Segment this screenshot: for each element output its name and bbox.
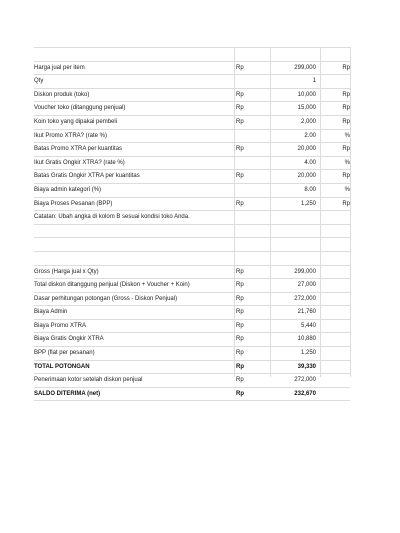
- table-row: [34, 332, 350, 346]
- value-cell[interactable]: 299,000: [294, 268, 316, 275]
- row-label[interactable]: Diskon produk (toko): [34, 91, 90, 98]
- currency-cell[interactable]: Rp: [236, 146, 244, 153]
- currency-cell[interactable]: Rp: [236, 118, 244, 125]
- value-cell[interactable]: 1,250: [300, 350, 316, 357]
- row-label[interactable]: Ikut Gratis Ongkir XTRA? (rate %): [34, 159, 125, 166]
- value-cell[interactable]: 8.00: [304, 186, 316, 193]
- row-label[interactable]: Voucher toko (ditanggung penjual): [34, 105, 126, 112]
- table-row: [34, 265, 350, 279]
- value-cell[interactable]: 21,760: [297, 309, 316, 316]
- row-label[interactable]: Qty: [34, 78, 44, 85]
- unit-cell[interactable]: Rp: [342, 146, 350, 153]
- currency-cell[interactable]: Rp: [236, 282, 244, 289]
- table-row: [34, 197, 350, 211]
- currency-cell[interactable]: Rp: [236, 363, 244, 370]
- value-cell[interactable]: 39,330: [297, 363, 316, 370]
- row-label[interactable]: Biaya admin kategori (%): [34, 186, 102, 193]
- value-cell[interactable]: 299,000: [294, 64, 316, 71]
- currency-cell[interactable]: Rp: [236, 173, 244, 180]
- row-label[interactable]: BPP (flat per pesanan): [34, 350, 95, 357]
- unit-cell[interactable]: %: [344, 132, 350, 139]
- grid-line: [350, 47, 351, 377]
- row-label[interactable]: Penerimaan kotor setelah diskon penjual: [34, 377, 143, 384]
- value-cell[interactable]: 10,880: [297, 336, 316, 343]
- table-row: [34, 88, 350, 102]
- row-label[interactable]: Biaya Admin: [34, 309, 68, 316]
- row-label[interactable]: Gross (Harga jual x Qty): [34, 268, 99, 275]
- empty-row: [34, 251, 350, 265]
- row-label[interactable]: SALDO DITERIMA (net): [34, 390, 101, 397]
- row-label[interactable]: TOTAL POTONGAN: [34, 363, 90, 370]
- input-section: [34, 61, 350, 211]
- spreadsheet: [34, 47, 350, 401]
- value-cell[interactable]: 232,670: [294, 390, 316, 397]
- currency-cell[interactable]: Rp: [236, 91, 244, 98]
- value-cell[interactable]: 20,000: [297, 173, 316, 180]
- value-cell[interactable]: 2.00: [304, 132, 316, 139]
- currency-cell[interactable]: [236, 130, 266, 143]
- table-row: [34, 183, 350, 197]
- note-text: Catatan: Ubah angka di kolom B sesuai kondisi toko Anda.: [34, 214, 190, 221]
- unit-cell[interactable]: %: [344, 186, 350, 193]
- table-row: [34, 115, 350, 129]
- value-cell[interactable]: 27,000: [297, 282, 316, 289]
- table-row: [34, 360, 350, 374]
- currency-cell[interactable]: Rp: [236, 322, 244, 329]
- currency-cell[interactable]: Rp: [236, 64, 244, 71]
- row-label[interactable]: Biaya Promo XTRA: [34, 322, 87, 329]
- value-cell[interactable]: 1: [312, 78, 316, 85]
- currency-cell[interactable]: Rp: [236, 200, 244, 207]
- row-label[interactable]: Biaya Proses Pesanan (BPP): [34, 200, 113, 207]
- currency-cell[interactable]: Rp: [236, 350, 244, 357]
- row-label[interactable]: Batas Gratis Ongkir XTRA per kuantitas: [34, 173, 140, 180]
- table-row: [34, 373, 350, 387]
- empty-row: [34, 47, 350, 61]
- table-row: [34, 74, 350, 88]
- table-row: [34, 142, 350, 156]
- value-cell[interactable]: 272,000: [294, 377, 316, 384]
- value-cell[interactable]: 20,000: [297, 146, 316, 153]
- currency-cell[interactable]: Rp: [236, 295, 244, 302]
- unit-cell[interactable]: Rp: [342, 105, 350, 112]
- currency-cell[interactable]: Rp: [236, 390, 244, 397]
- currency-cell[interactable]: [236, 157, 266, 170]
- table-row: [34, 156, 350, 170]
- value-cell[interactable]: 272,000: [294, 295, 316, 302]
- table-row: [34, 387, 350, 402]
- table-row: [34, 101, 350, 115]
- currency-cell[interactable]: Rp: [236, 377, 244, 384]
- currency-cell[interactable]: [236, 184, 266, 197]
- value-cell[interactable]: 10,000: [297, 91, 316, 98]
- table-row: [34, 129, 350, 143]
- table-row: [34, 319, 350, 333]
- value-cell[interactable]: 2,000: [300, 118, 316, 125]
- row-label[interactable]: Ikut Promo XTRA? (rate %): [34, 132, 108, 139]
- empty-row: [34, 224, 350, 238]
- row-label[interactable]: Total diskon ditanggung penjual (Diskon + Voucher + Koin): [34, 282, 190, 289]
- currency-cell[interactable]: [236, 75, 266, 88]
- unit-cell[interactable]: Rp: [342, 200, 350, 207]
- table-row: [34, 61, 350, 75]
- result-section: [34, 265, 350, 402]
- table-row: [34, 292, 350, 306]
- unit-cell[interactable]: Rp: [342, 118, 350, 125]
- note-row: [34, 210, 350, 224]
- unit-cell[interactable]: Rp: [342, 64, 350, 71]
- table-row: [34, 169, 350, 183]
- value-cell[interactable]: 15,000: [297, 105, 316, 112]
- currency-cell[interactable]: Rp: [236, 105, 244, 112]
- row-label[interactable]: Biaya Gratis Ongkir XTRA: [34, 336, 104, 343]
- unit-cell[interactable]: %: [344, 159, 350, 166]
- row-label[interactable]: Batas Promo XTRA per kuantitas: [34, 146, 123, 153]
- row-label[interactable]: Koin toko yang dipakai pembeli: [34, 118, 118, 125]
- unit-cell[interactable]: [340, 75, 350, 88]
- table-row: [34, 278, 350, 292]
- value-cell[interactable]: 5,440: [300, 322, 316, 329]
- value-cell[interactable]: 1,250: [300, 200, 316, 207]
- empty-row: [34, 237, 350, 251]
- row-label[interactable]: Harga jual per item: [34, 64, 85, 71]
- value-cell[interactable]: 4.00: [304, 159, 316, 166]
- currency-cell[interactable]: Rp: [236, 309, 244, 316]
- currency-cell[interactable]: Rp: [236, 268, 244, 275]
- table-row: [34, 305, 350, 319]
- row-label[interactable]: Dasar perhitungan potongan (Gross - Diskon Penjual): [34, 295, 178, 302]
- unit-cell[interactable]: Rp: [342, 173, 350, 180]
- currency-cell[interactable]: Rp: [236, 336, 244, 343]
- table-row: [34, 346, 350, 360]
- unit-cell[interactable]: Rp: [342, 91, 350, 98]
